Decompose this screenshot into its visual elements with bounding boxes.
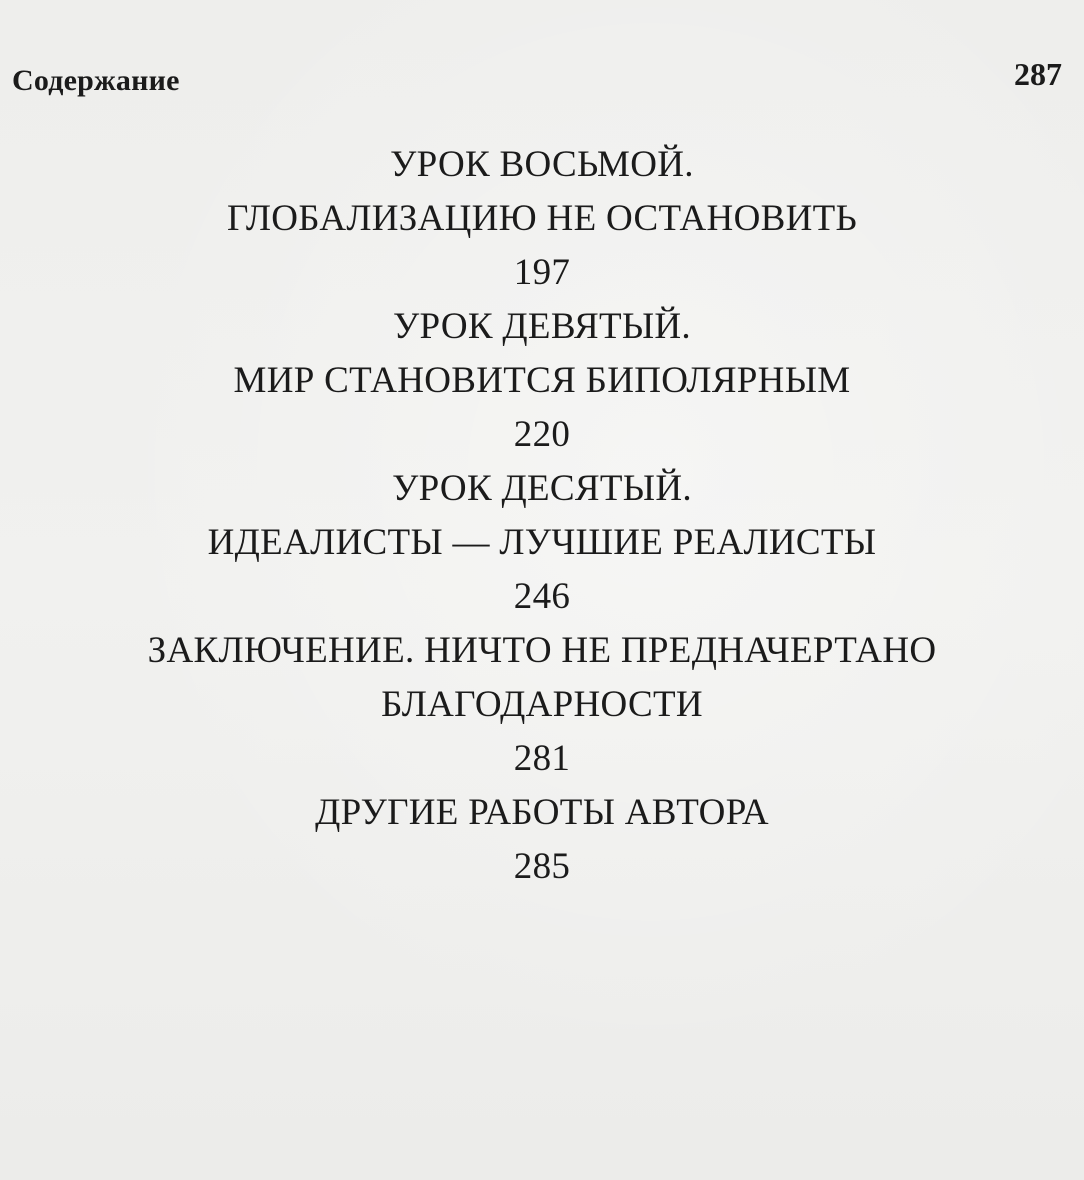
toc-chapter-title: МИР СТАНОВИТСЯ БИПОЛЯРНЫМ xyxy=(233,360,851,401)
toc-chapter-title: ИДЕАЛИСТЫ — ЛУЧШИЕ РЕАЛИСТЫ xyxy=(207,522,877,563)
toc-page-number: 246 xyxy=(513,576,571,617)
toc-acknowledgements-title: БЛАГОДАРНОСТИ xyxy=(381,684,703,725)
toc-page-number: 197 xyxy=(513,252,571,293)
toc-conclusion-title: ЗАКЛЮЧЕНИЕ. НИЧТО НЕ ПРЕДНАЧЕРТАНО xyxy=(147,630,937,671)
page-number: 287 xyxy=(1014,56,1062,92)
toc-other-works-title: ДРУГИЕ РАБОТЫ АВТОРА xyxy=(315,792,769,833)
toc-chapter-label: УРОК ВОСЬМОЙ. xyxy=(390,144,694,185)
toc-chapter-label: УРОК ДЕСЯТЫЙ. xyxy=(392,468,692,509)
toc-page-number: 220 xyxy=(513,414,571,455)
running-head-title: Содержание xyxy=(12,64,180,97)
toc-page-number: 285 xyxy=(513,846,571,887)
toc-chapter-label: УРОК ДЕВЯТЫЙ. xyxy=(393,306,691,347)
toc-page-number: 281 xyxy=(513,738,571,779)
toc-chapter-title: ГЛОБАЛИЗАЦИЮ НЕ ОСТАНОВИТЬ xyxy=(226,198,858,239)
table-of-contents xyxy=(0,138,1084,894)
